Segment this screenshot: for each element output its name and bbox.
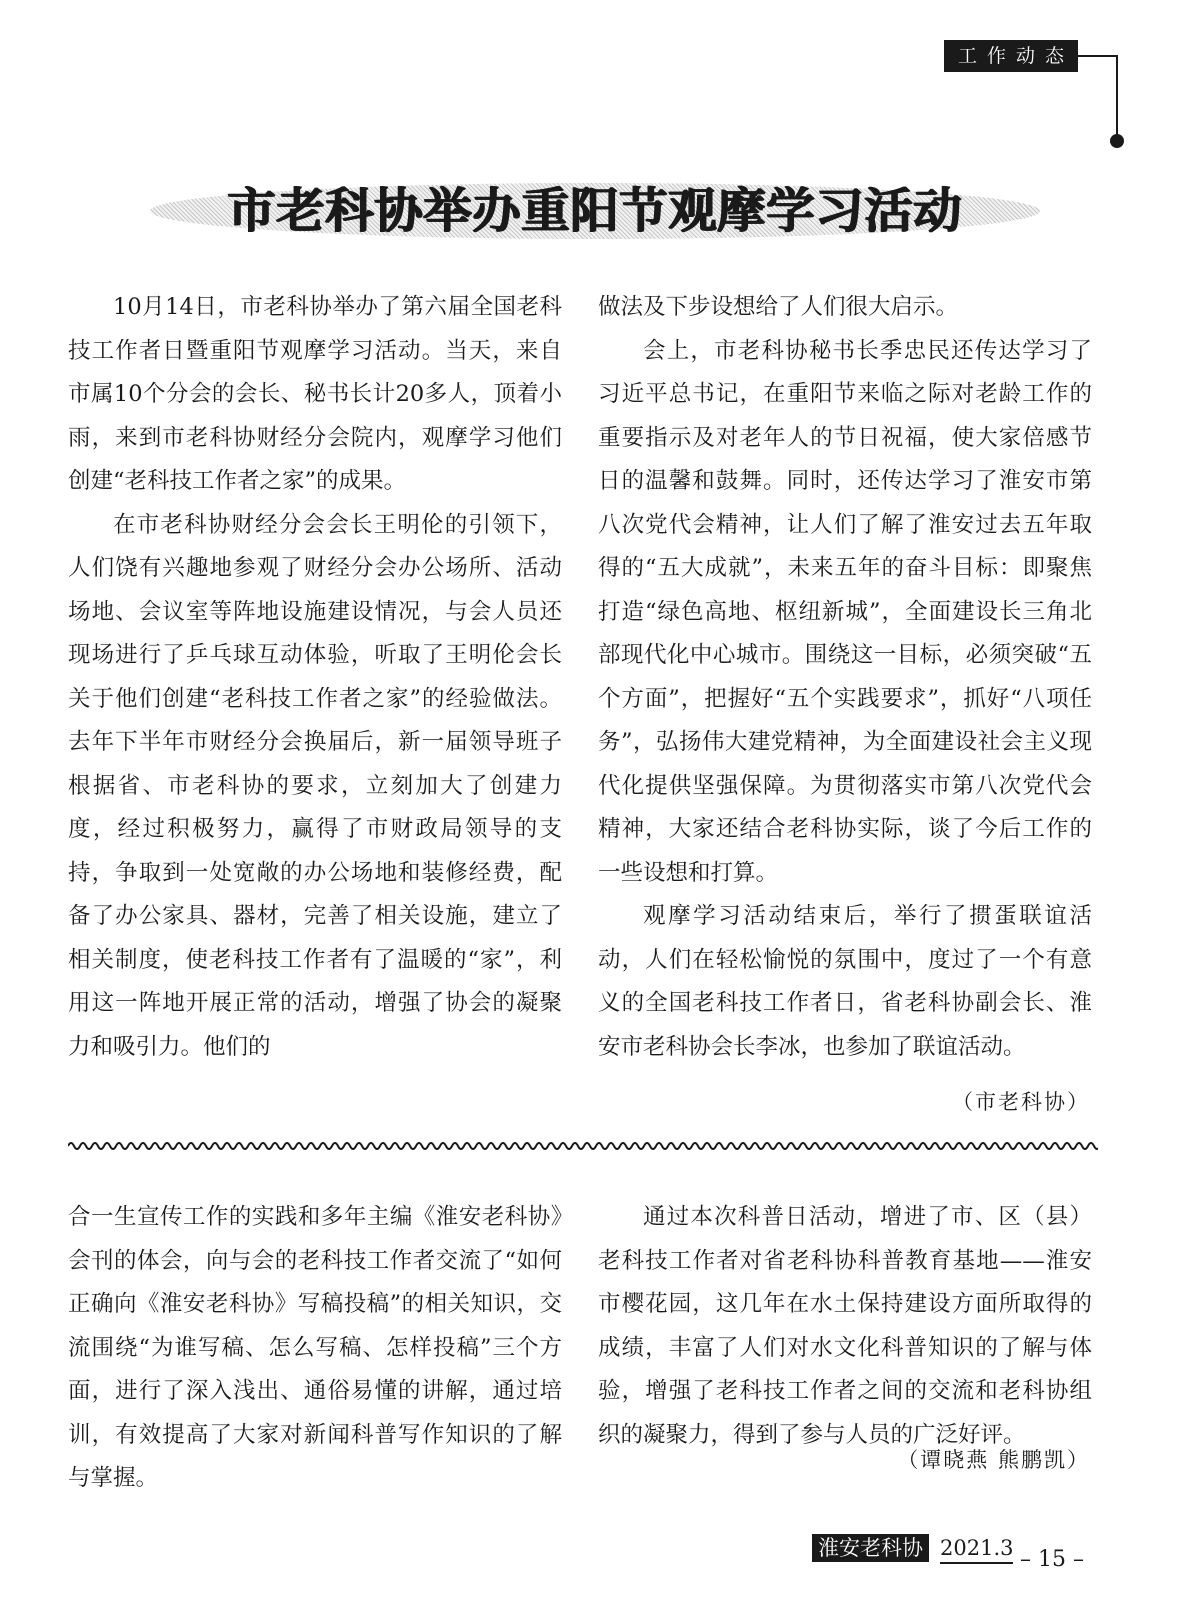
paragraph: 合一生宣传工作的实践和多年主编《淮安老科协》会刊的体会，向与会的老科技工作者交流了“如何正确向《淮安老科协》写稿投稿”的相关知识，交流围绕“为谁写稿、怎么写稿、怎样投稿”三个方面，进行了深入浅出、通俗易懂的讲解，通过培训，有效提高了大家对新闻科普写作知识的了解与掌握。 [68, 1204, 562, 1491]
article-title: 市老科协举办重阳节观摩学习活动 [227, 183, 963, 239]
paragraph: 观摩学习活动结束后，举行了掼蛋联谊活动，人们在轻松愉悦的氛围中，度过了一个有意义的全国老科技工作者日，省老科协副会长、淮安市老科协会长李冰，也参加了联谊活动。 [598, 903, 1092, 1060]
header-bracket-dot [1110, 134, 1124, 148]
wavy-divider [68, 1138, 1098, 1154]
paragraph: 在市老科协财经分会会长王明伦的引领下，人们饶有兴趣地参观了财经分会办公场所、活动场地、会议室等阵地设施建设情况，与会人员还现场进行了乒乓球互动体验，听取了王明伦会长关于他们创建“老科技工作者之家”的经验做法。去年下半年市财经分会换届后，新一届领导班子根据省、市老科协的要求，立刻加大了创建力度，经过积极努力，赢得了市财政局领导的支持，争取到一处宽敞的办公场地和装修经费，配备了办公家具、器材，完善了相关设施，建立了相关制度，使老科技工作者有了温暖的“家”，利用这一阵地开展正常的活动，增强了协会的凝聚力和吸引力。他们的 [68, 511, 562, 1060]
paragraph: 10月14日，市老科协举办了第六届全国老科技工作者日暨重阳节观摩学习活动。当天，来自市属10个分会的会长、秘书长计20多人，顶着小雨，来到市老科协财经分会院内，观摩学习他们创建“老科技工作者之家”的成果。 [68, 294, 562, 494]
paragraph: 会上，市老科协秘书长季忠民还传达学习了习近平总书记，在重阳节来临之际对老龄工作的重要指示及对老年人的节日祝福，使大家倍感节日的温馨和鼓舞。同时，还传达学习了淮安市第八次党代会精神，让人们了解了淮安过去五年取得的“五大成就”，未来五年的奋斗目标：即聚焦打造“绿色高地、枢纽新城”，全面建设长三角北部现代化中心城市。围绕这一目标，必须突破“五个方面”，把握好“五个实践要求”，抓好“八项任务”，弘扬伟大建党精神，为全面建设社会主义现代化提供坚强保障。为贯彻落实市第八次党代会精神，大家还结合老科协实际，谈了今后工作的一些设想和打算。 [598, 337, 1092, 886]
paragraph: 做法及下步设想给了人们很大启示。 [598, 294, 959, 320]
magazine-name: 淮安老科协 [812, 1534, 929, 1562]
continued-right-column [598, 1196, 1092, 1457]
header-bracket-vertical [1116, 55, 1118, 139]
continued-byline: （谭晓燕 熊鹏凯） [897, 1448, 1090, 1472]
section-tag: 工作动态 [944, 40, 1078, 72]
issue-number: 2021.3 [940, 1534, 1013, 1564]
paragraph: 通过本次科普日活动，增进了市、区（县）老科技工作者对省老科协科普教育基地——淮安市樱花园，这几年在水土保持建设方面所取得的成绩，丰富了人们对水文化科普知识的了解与体验，增强了老科技工作者之间的交流和老科协组织的凝聚力，得到了参与人员的广泛好评。 [598, 1204, 1092, 1448]
header-bracket-line [1078, 55, 1118, 57]
continued-left-column [68, 1196, 562, 1501]
article-right-column [598, 286, 1092, 1069]
article-left-column [68, 286, 562, 1069]
page-number: – 15 – [1020, 1547, 1084, 1572]
article-byline: （市老科协） [952, 1090, 1090, 1114]
